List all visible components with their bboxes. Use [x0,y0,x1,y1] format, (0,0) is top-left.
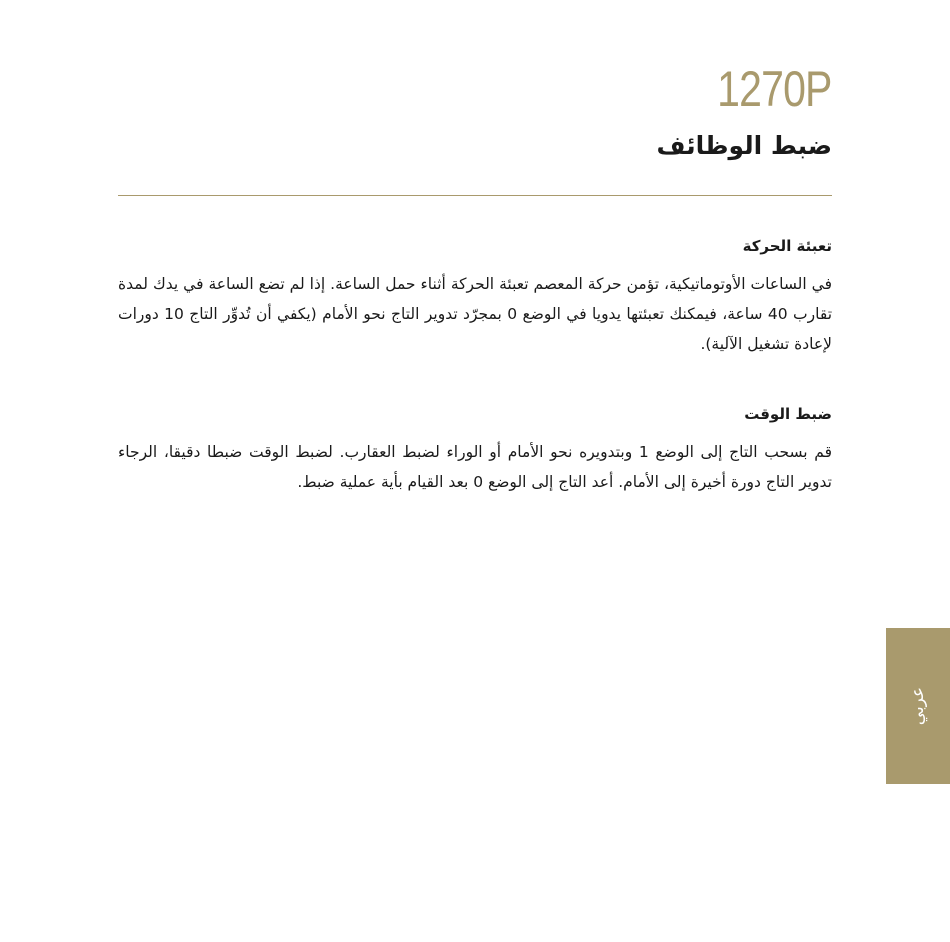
model-number: 1270P [717,61,832,117]
page-title: ضبط الوظائف [656,131,832,160]
header-divider [118,195,832,196]
section-title-winding: تعبئة الحركة [742,237,832,255]
section-body-time-setting: قم بسحب التاج إلى الوضع 1 وبتدويره نحو الأمام أو الوراء لضبط العقارب. لضبط الوقت ضبطا دقيقا، الرجاء تدوير التاج دورة أخيرة إلى الأمام. أعد التاج إلى الوضع 0 بعد القيام بأية عملية ضبط. [118,443,832,491]
section-body-winding: في الساعات الأوتوماتيكية، تؤمن حركة المعصم تعبئة الحركة أثناء حمل الساعة. إذا لم تضع الساعة في يدك لمدة تقارب 40 ساعة، فيمكنك تعبئتها يدويا في الوضع 0 بمجرّد تدوير التاج نحو الأمام (يكفي أن تُدوِّر التاج 10 دورات لإعادة تشغيل الآلية). [118,275,833,353]
section-title-time-setting: ضبط الوقت [744,405,832,423]
language-tab[interactable] [886,628,950,784]
language-tab-label: عربي [908,686,928,726]
